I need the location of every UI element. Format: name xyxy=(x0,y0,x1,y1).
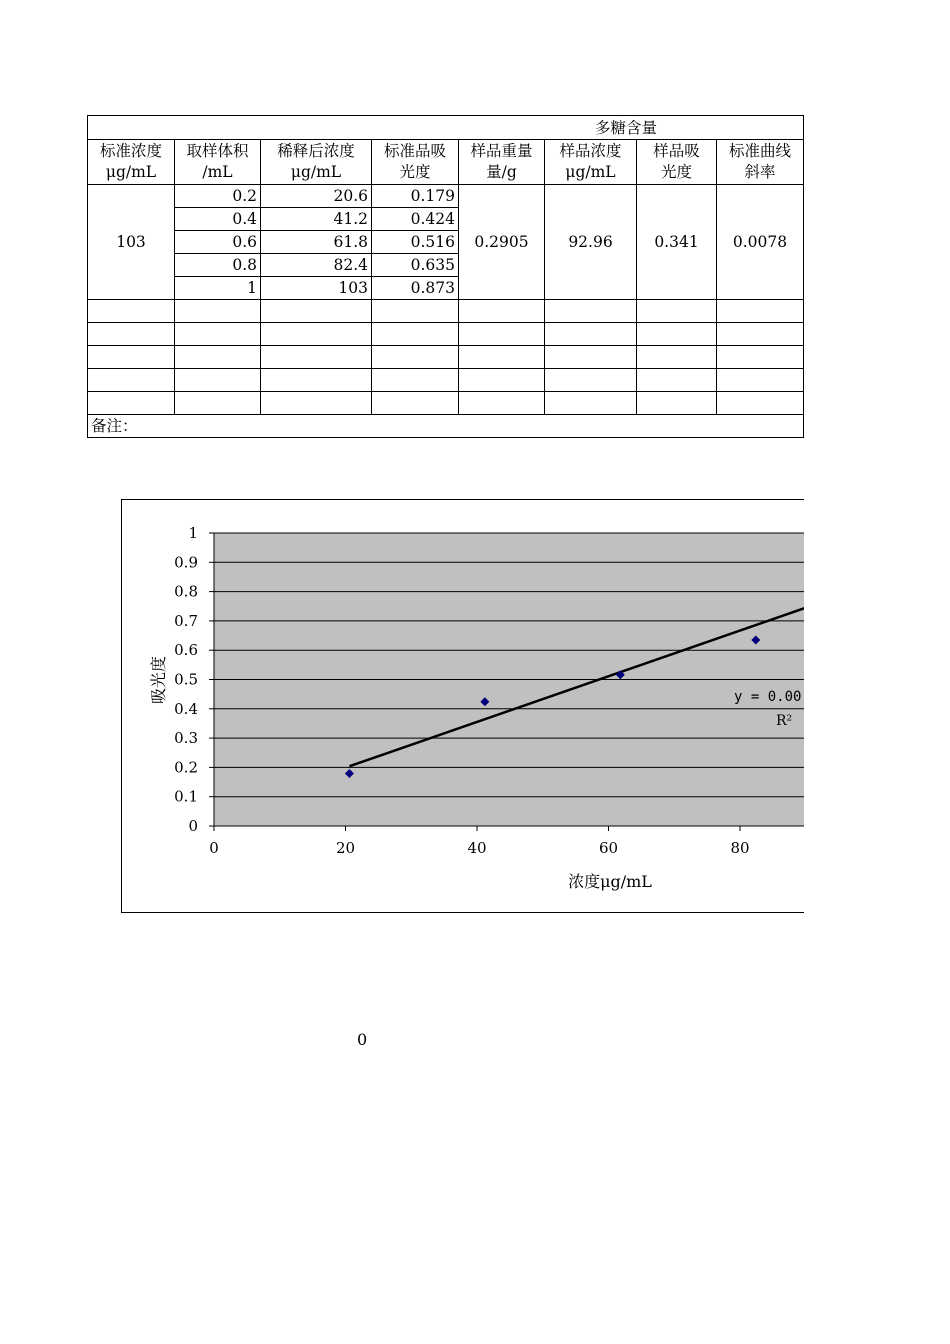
header-standard-concentration: 标准浓度 μg/mL xyxy=(88,140,175,185)
sample-weight-cell: 0.2905 xyxy=(459,185,545,300)
table-title: 多糖含量 xyxy=(595,118,658,137)
x-tick-label: 80 xyxy=(730,839,750,857)
sample-concentration-cell: 92.96 xyxy=(545,185,637,300)
y-tick-label: 0 xyxy=(188,817,198,835)
calibration-chart xyxy=(121,499,804,913)
volume-cell: 0.2 xyxy=(175,185,261,208)
absorbance-cell: 0.179 xyxy=(372,185,459,208)
trendline-equation: y = 0.00 xyxy=(734,689,802,705)
header-diluted-concentration: 稀释后浓度 μg/mL xyxy=(261,140,372,185)
absorbance-cell: 0.635 xyxy=(372,254,459,277)
table-row xyxy=(88,185,804,208)
note-label: 备注： xyxy=(91,417,138,435)
y-tick-label: 0.8 xyxy=(174,582,198,601)
diluted-cell: 61.8 xyxy=(261,231,372,254)
empty-row xyxy=(88,323,804,346)
absorbance-cell: 0.873 xyxy=(372,277,459,300)
diluted-cell: 82.4 xyxy=(261,254,372,277)
polysaccharide-table xyxy=(87,115,804,438)
volume-cell: 0.4 xyxy=(175,208,261,231)
standard-concentration-cell: 103 xyxy=(88,185,175,300)
empty-row xyxy=(88,300,804,323)
calibration-chart-svg xyxy=(122,500,804,912)
header-standard-absorbance: 标准品吸 光度 xyxy=(372,140,459,185)
footer-value: 0 xyxy=(357,1030,368,1049)
volume-cell: 0.6 xyxy=(175,231,261,254)
empty-row xyxy=(88,346,804,369)
curve-slope-cell: 0.0078 xyxy=(717,185,804,300)
header-sample-volume: 取样体积 /mL xyxy=(175,140,261,185)
trendline-r2: R² xyxy=(776,713,793,729)
diluted-cell: 103 xyxy=(261,277,372,300)
y-tick-label: 0.7 xyxy=(174,611,198,630)
x-tick-label: 20 xyxy=(335,839,356,857)
volume-cell: 0.8 xyxy=(175,254,261,277)
empty-row xyxy=(88,369,804,392)
x-tick-label: 40 xyxy=(467,839,487,857)
x-tick-label: 0 xyxy=(209,839,219,857)
diluted-cell: 41.2 xyxy=(261,208,372,231)
y-tick-label: 0.9 xyxy=(174,553,198,572)
note-cell xyxy=(88,415,804,438)
volume-cell: 1 xyxy=(175,277,261,300)
y-tick-label: 0.6 xyxy=(174,641,198,660)
y-tick-label: 0.1 xyxy=(174,787,198,806)
x-axis-title: 浓度μg/mL xyxy=(568,872,652,891)
y-tick-label: 0.4 xyxy=(174,699,198,718)
absorbance-cell: 0.516 xyxy=(372,231,459,254)
absorbance-cell: 0.424 xyxy=(372,208,459,231)
spreadsheet-table-area xyxy=(87,115,803,438)
sample-absorbance-cell: 0.341 xyxy=(637,185,717,300)
y-tick-label: 0.3 xyxy=(174,729,198,748)
table-title-row xyxy=(88,116,804,140)
x-tick-label: 60 xyxy=(598,839,619,857)
header-sample-weight: 样品重量 量/g xyxy=(459,140,545,185)
header-sample-absorbance: 样品吸 光度 xyxy=(637,140,717,185)
header-curve-slope: 标准曲线 斜率 xyxy=(717,140,804,185)
y-tick-label: 0.5 xyxy=(174,670,198,689)
y-axis-title: 吸光度 xyxy=(149,655,168,705)
empty-row xyxy=(88,392,804,415)
header-sample-concentration: 样品浓度 μg/mL xyxy=(545,140,637,185)
diluted-cell: 20.6 xyxy=(261,185,372,208)
y-tick-label: 0.2 xyxy=(174,758,198,777)
y-tick-label: 1 xyxy=(188,524,198,542)
